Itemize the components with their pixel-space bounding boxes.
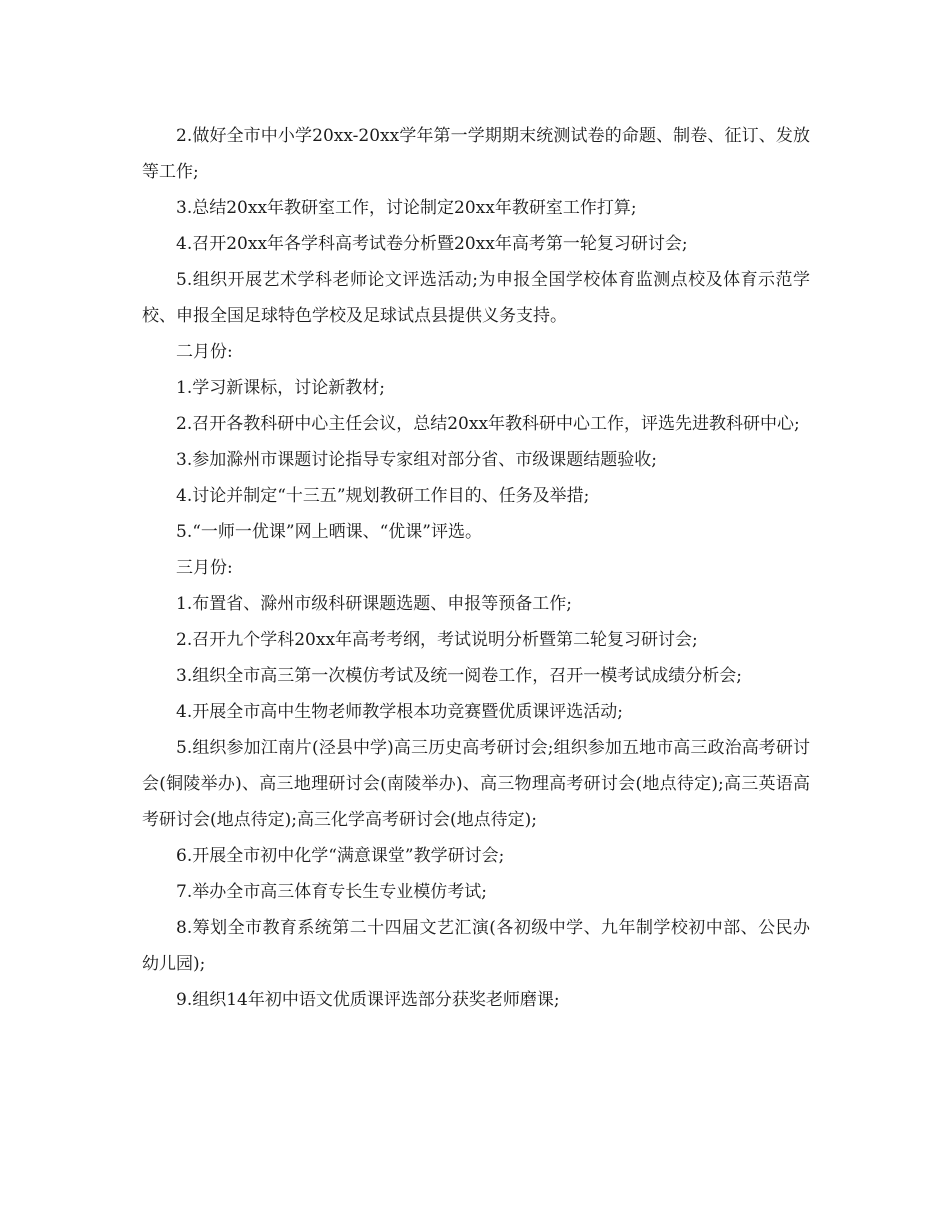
section-heading-february: 二月份:	[176, 342, 233, 362]
paragraph: 9.组织14年初中语文优质课评选部分获奖老师磨课;	[176, 990, 560, 1010]
paragraph: 2.召开各教科研中心主任会议，总结20xx年教科研中心工作，评选先进教科研中心;	[176, 414, 800, 434]
paragraph: 4.开展全市高中生物老师教学根本功竞赛暨优质课评选活动;	[176, 702, 623, 722]
document-body	[142, 118, 810, 1018]
paragraph: 3.组织全市高三第一次模仿考试及统一阅卷工作，召开一模考试成绩分析会;	[176, 666, 742, 686]
paragraph: 4.讨论并制定“十三五”规划教研工作目的、任务及举措;	[176, 486, 590, 506]
paragraph: 2.做好全市中小学20xx-20xx学年第一学期期末统测试卷的命题、制卷、征订、发放等工作;	[142, 126, 810, 182]
paragraph: 5.“一师一优课”网上晒课、“优课”评选。	[176, 522, 482, 542]
paragraph: 8.筹划全市教育系统第二十四届文艺汇演(各初级中学、九年制学校初中部、公民办幼儿园);	[142, 918, 810, 974]
paragraph: 5.组织开展艺术学科老师论文评选活动;为申报全国学校体育监测点校及体育示范学校、申报全国足球特色学校及足球试点县提供义务支持。	[142, 270, 810, 326]
paragraph: 2.召开九个学科20xx年高考考纲，考试说明分析暨第二轮复习研讨会;	[176, 630, 698, 650]
paragraph: 5.组织参加江南片(泾县中学)高三历史高考研讨会;组织参加五地市高三政治高考研讨会(铜陵举办)、高三地理研讨会(南陵举办)、高三物理高考研讨会(地点待定);高三英语高考研讨会(地点待定);高三化学高考研讨会(地点待定);	[142, 738, 810, 830]
paragraph: 1.布置省、滁州市级科研课题选题、申报等预备工作;	[176, 594, 572, 614]
paragraph: 3.总结20xx年教研室工作，讨论制定20xx年教研室工作打算;	[176, 198, 637, 218]
paragraph: 4.召开20xx年各学科高考试卷分析暨20xx年高考第一轮复习研讨会;	[176, 234, 688, 254]
paragraph: 1.学习新课标，讨论新教材;	[176, 378, 385, 398]
paragraph: 6.开展全市初中化学“满意课堂”教学研讨会;	[176, 846, 505, 866]
paragraph: 3.参加滁州市课题讨论指导专家组对部分省、市级课题结题验收;	[176, 450, 657, 470]
paragraph: 7.举办全市高三体育专长生专业模仿考试;	[176, 882, 487, 902]
section-heading-march: 三月份:	[176, 558, 233, 578]
